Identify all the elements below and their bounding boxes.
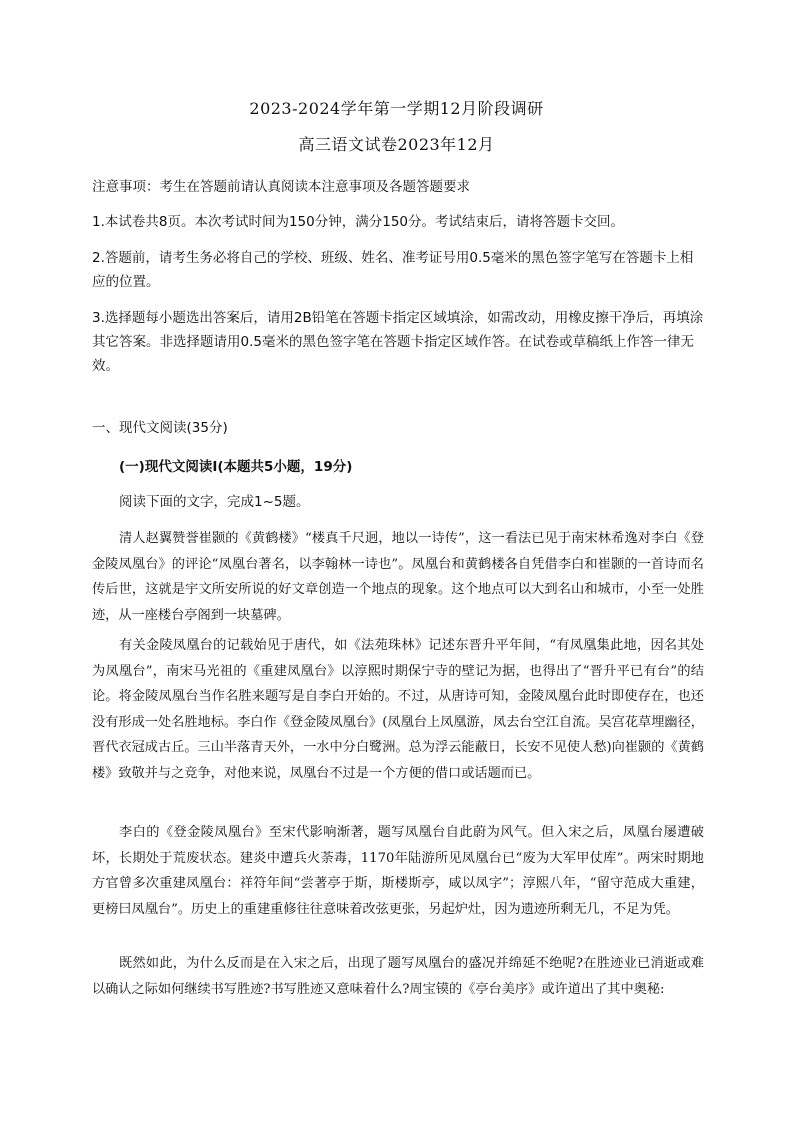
passage-paragraph-2: 有关金陵凤凰台的记载始见于唐代，如《法苑珠林》记述东晋升平年间，“有凤凰集此地，因名其处为凤凰台”，南宋马光祖的《重建凤凰台》以淳熙时期保宁寺的壁记为据，也得出了“晋升平已有台”的结论。将金陵凤凰台当作名胜来题写是自李白开始的。不过，从唐诗可知，金陵凤凰台此时即使存在，也还没有形成一处名胜地标。李白作《登金陵凤凰台》(凤凰台上凤凰游，凤去台空江自流。吴宫花草埋幽径，晋代衣冠成古丘。三山半落青天外，一水中分白鹭洲。总为浮云能蔽日，长安不见使人愁)向崔颢的《黄鹤楼》致敬并与之竞争，对他来说，凤凰台不过是一个方便的借口或话题而已。 <box>92 638 704 781</box>
exam-subtitle: 高三语文试卷2023年12月 <box>298 135 495 154</box>
subsection-heading: (一)现代文阅读Ⅰ(本题共5小题，19分) <box>119 459 353 475</box>
notice-item-3: 3.选择题每小题选出答案后，请用2B铅笔在答题卡指定区域填涂，如需改动，用橡皮擦干净后，再填涂其它答案。非选择题请用0.5毫米的黑色签字笔在答题卡指定区域作答。在试卷或草稿纸上作答一律无效。 <box>92 310 704 374</box>
passage-paragraph-1: 清人赵翼赞誉崔颢的《黄鹤楼》“楼真千尺迥，地以一诗传”，这一看法已见于南宋林希逸对李白《登金陵凤凰台》的评论“凤凰台著名，以李翰林一诗也”。凤凰台和黄鹤楼各自凭借李白和崔颢的一首诗而名传后世，这就是宇文所安所说的好文章创造一个地点的现象。这个地点可以大到名山和城市，小至一处胜迹，从一座楼台亭阁到一块墓碑。 <box>92 531 704 623</box>
reading-instruction: 阅读下面的文字，完成1~5题。 <box>119 494 310 510</box>
notice-heading: 注意事项：考生在答题前请认真阅读本注意事项及各题答题要求 <box>92 179 470 195</box>
passage-paragraph-4: 既然如此，为什么反而是在入宋之后，出现了题写凤凰台的盛况并绵延不绝呢?在胜迹业已消逝或难以确认之际如何继续书写胜迹?书写胜迹又意味着什么?周宝镆的《亭台美序》或许道出了其中奥秘: <box>92 956 704 997</box>
exam-title: 2023-2024学年第一学期12月阶段调研 <box>249 99 544 118</box>
notice-item-1: 1.本试卷共8页。本次考试时间为150分钟，满分150分。考试结束后，请将答题卡交回。 <box>92 214 625 230</box>
notice-item-2: 2.答题前，请考生务必将自己的学校、班级、姓名、准考证号用0.5毫米的黑色签字笔写在答题卡上相应的位置。 <box>92 250 694 290</box>
section-heading: 一、现代文阅读(35分) <box>92 420 228 436</box>
passage-paragraph-3: 李白的《登金陵凤凰台》至宋代影响渐著，题写凤凰台自此蔚为风气。但入宋之后，凤凰台屡遭破坏，长期处于荒废状态。建炎中遭兵火荼毒，1170年陆游所见凤凰台已“废为大军甲仗库”。两宋时期地方官曾多次重建凤凰台：祥符年间“尝著亭于斯，斯楼斯亭，咸以凤字”；淳熙八年，“留守范成大重建，更榜曰凤凰台”。历史上的重建重修往往意味着改弦更张，另起炉灶，因为遗迹所剩无几，不足为凭。 <box>92 825 704 917</box>
